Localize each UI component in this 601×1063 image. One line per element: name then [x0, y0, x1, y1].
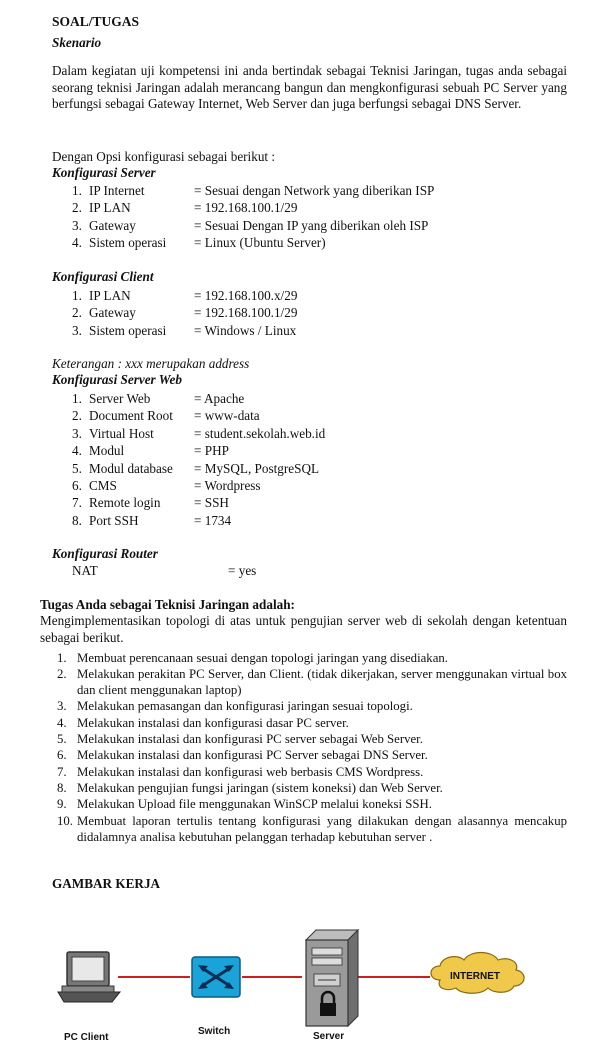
config-label: Server Web: [89, 391, 151, 406]
task-num: 1.: [57, 651, 67, 665]
router-nat-label: NAT: [72, 563, 98, 578]
internet-label: INTERNET: [450, 971, 500, 982]
config-value: = 192.168.100.x/29: [194, 288, 298, 303]
config-value: = PHP: [194, 443, 229, 459]
task-text: Melakukan instalasi dan konfigurasi PC server sebagai Web Server.: [77, 732, 423, 746]
config-num: 3.: [72, 322, 82, 338]
config-num: 1.: [72, 288, 82, 303]
config-num: 6.: [72, 478, 82, 493]
internet-cloud-icon: [431, 953, 524, 994]
task-item: [57, 796, 567, 812]
task-item: [57, 813, 567, 846]
config-row: [72, 199, 298, 216]
config-row: [72, 217, 429, 234]
tasks-intro: Mengimplementasikan topologi di atas untuk pengujian server web di sekolah dengan ketentuan sebagai berikut.: [40, 613, 567, 645]
task-item: [57, 650, 567, 666]
pc-client-icon: [58, 952, 120, 1002]
config-num: 4.: [72, 234, 82, 250]
switch-icon: [192, 957, 240, 997]
task-num: 7.: [57, 765, 67, 779]
doc-title: SOAL/TUGAS: [52, 14, 140, 29]
config-num: 1.: [72, 391, 82, 406]
config-row: [72, 512, 232, 529]
task-text: Membuat laporan tertulis tentang konfigurasi yang dilakukan dengan alasannya mencakup didalamnya analisa kebutuhan pelanggan terhadap kebutuhan server .: [77, 814, 567, 845]
task-num: 10.: [57, 814, 73, 828]
config-value: = Linux (Ubuntu Server): [194, 234, 326, 250]
config-value: = student.sekolah.web.id: [194, 425, 326, 441]
task-num: 9.: [57, 797, 67, 811]
scenario-heading: Skenario: [52, 35, 102, 50]
config-row: [72, 390, 245, 407]
config-value: = MySQL, PostgreSQL: [194, 460, 320, 476]
task-text: Melakukan perakitan PC Server, dan Client. (tidak dikerjakan, server menggunakan virtual box dan client menggunakan laptop): [77, 667, 567, 698]
config-row: [72, 442, 229, 459]
task-text: Melakukan instalasi dan konfigurasi PC Server sebagai DNS Server.: [77, 748, 428, 762]
config-label: IP LAN: [89, 200, 131, 216]
task-item: [57, 764, 567, 780]
config-num: 7.: [72, 495, 82, 511]
task-item: [57, 747, 567, 763]
server-icon: [306, 930, 358, 1026]
config-row: [72, 322, 297, 339]
task-text: Melakukan pengujian fungsi jaringan (sistem koneksi) dan Web Server.: [77, 781, 443, 795]
config-num: 3.: [72, 425, 82, 441]
diagram-heading: GAMBAR KERJA: [52, 876, 161, 891]
task-item: [57, 731, 567, 747]
task-text: Melakukan instalasi dan konfigurasi web berbasis CMS Wordpress.: [77, 765, 424, 779]
config-label: IP LAN: [89, 288, 131, 303]
config-row: [72, 304, 298, 321]
router-nat-value: = yes: [228, 563, 257, 578]
task-item: [57, 715, 567, 731]
config-num: 4.: [72, 443, 82, 459]
task-num: 2.: [57, 667, 67, 681]
config-value: = Wordpress: [194, 478, 261, 493]
config-num: 2.: [72, 200, 82, 216]
config-value: = SSH: [194, 495, 229, 511]
config-label: IP Internet: [89, 183, 145, 198]
config-row: [72, 182, 435, 199]
config-label: Virtual Host: [89, 425, 154, 441]
server-label: Server: [313, 1031, 345, 1042]
config-label: Modul database: [89, 460, 173, 476]
config-label: Port SSH: [89, 512, 139, 528]
config-row: [72, 234, 326, 251]
config-num: 2.: [72, 408, 82, 424]
config-num: 8.: [72, 512, 82, 528]
config-num: 2.: [72, 305, 82, 321]
task-text: Melakukan pemasangan dan konfigurasi jaringan sesuai topologi.: [77, 699, 413, 713]
server-config-heading: Konfigurasi Server: [52, 165, 156, 180]
config-label: Document Root: [89, 408, 173, 424]
config-num: 5.: [72, 460, 82, 476]
task-item: [57, 780, 567, 796]
task-num: 6.: [57, 748, 67, 762]
config-label: Sistem operasi: [89, 234, 167, 250]
options-intro: Dengan Opsi konfigurasi sebagai berikut :: [52, 149, 276, 164]
task-text: Membuat perencanaan sesuai dengan topologi jaringan yang disediakan.: [77, 651, 448, 665]
config-value: = Sesuai dengan Network yang diberikan ISP: [194, 183, 435, 198]
config-label: CMS: [89, 478, 117, 493]
config-row: [72, 460, 320, 477]
config-row: [72, 477, 261, 494]
config-row: [72, 425, 326, 442]
pc-client-label: PC Client: [64, 1032, 109, 1043]
config-num: 1.: [72, 183, 82, 198]
tasks-heading: Tugas Anda sebagai Teknisi Jaringan adalah:: [40, 597, 295, 612]
config-row: [72, 287, 298, 304]
task-num: 4.: [57, 716, 67, 730]
config-label: Gateway: [89, 217, 136, 233]
address-note: Keterangan : xxx merupakan address: [52, 356, 250, 371]
config-label: Sistem operasi: [89, 322, 167, 338]
web-config-heading: Konfigurasi Server Web: [52, 372, 182, 387]
config-value: = Apache: [194, 391, 245, 406]
scenario-paragraph: Dalam kegiatan uji kompetensi ini anda bertindak sebagai Teknisi Jaringan, tugas anda sebagai seorang teknisi Jaringan adalah merancang bangun dan mengkonfigurasi sebuah PC Server yang berfungsi sebagai Gateway Internet, Web Server dan juga berfungsi sebagai DNS Server.: [52, 63, 567, 111]
config-value: = Windows / Linux: [194, 322, 297, 338]
config-label: Gateway: [89, 305, 136, 321]
config-label: Modul: [89, 443, 125, 459]
config-row: [72, 494, 229, 511]
client-config-heading: Konfigurasi Client: [52, 269, 154, 284]
config-value: = www-data: [194, 408, 260, 424]
task-num: 8.: [57, 781, 67, 795]
config-row: [72, 407, 260, 424]
config-value: = 1734: [194, 512, 232, 528]
task-num: 5.: [57, 732, 67, 746]
config-value: = 192.168.100.1/29: [194, 200, 298, 216]
task-num: 3.: [57, 699, 67, 713]
config-value: = Sesuai Dengan IP yang diberikan oleh ISP: [194, 217, 429, 233]
task-item: [57, 698, 567, 714]
config-num: 3.: [72, 217, 82, 233]
switch-label: Switch: [198, 1026, 231, 1037]
router-config-heading: Konfigurasi Router: [52, 546, 158, 561]
task-text: Melakukan Upload file menggunakan WinSCP melalui koneksi SSH.: [77, 797, 432, 811]
task-item: [57, 666, 567, 699]
config-value: = 192.168.100.1/29: [194, 305, 298, 321]
task-text: Melakukan instalasi dan konfigurasi dasar PC server.: [77, 716, 349, 730]
config-label: Remote login: [89, 495, 161, 511]
